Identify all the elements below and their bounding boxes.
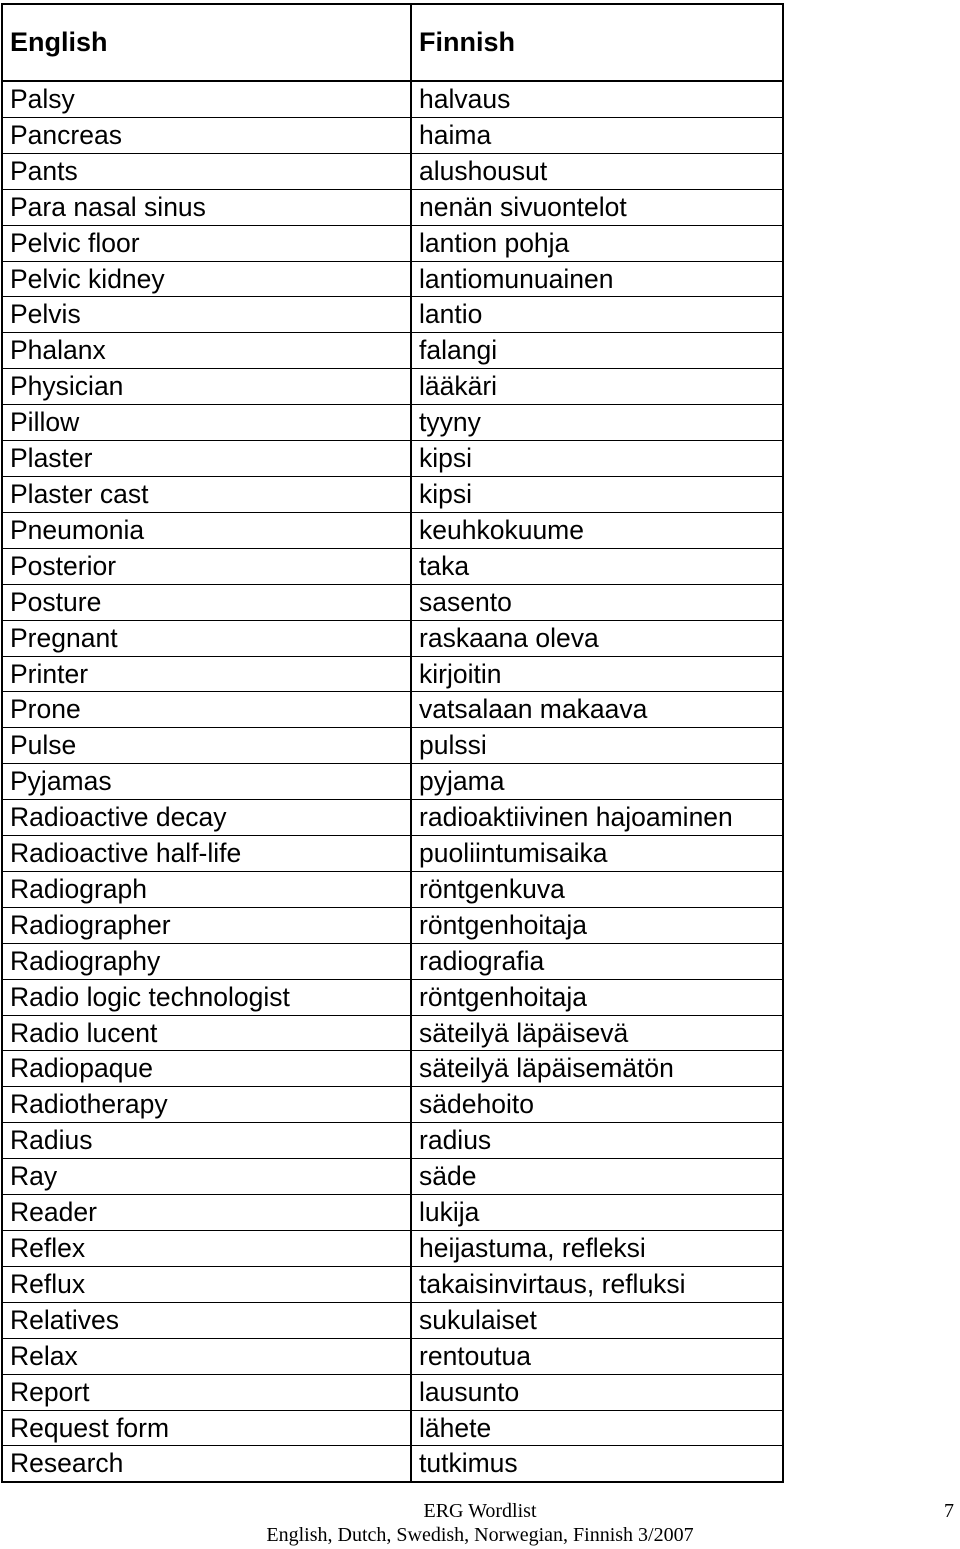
- finnish-term: tutkimus: [411, 1446, 783, 1482]
- finnish-term: lähete: [411, 1410, 783, 1446]
- table-row: [2, 1302, 783, 1338]
- table-row: [2, 836, 783, 872]
- table-row: [2, 907, 783, 943]
- table-row: [2, 728, 783, 764]
- english-term: Radiography: [2, 943, 411, 979]
- footer-title: ERG Wordlist: [423, 1500, 537, 1522]
- table-row: [2, 764, 783, 800]
- finnish-term: vatsalaan makaava: [411, 692, 783, 728]
- finnish-term: halvaus: [411, 81, 783, 117]
- finnish-term: kipsi: [411, 441, 783, 477]
- table-row: [2, 261, 783, 297]
- finnish-term: alushousut: [411, 153, 783, 189]
- table-row: [2, 692, 783, 728]
- table-row: [2, 189, 783, 225]
- table-row: [2, 548, 783, 584]
- english-term: Pyjamas: [2, 764, 411, 800]
- english-term: Reader: [2, 1195, 411, 1231]
- finnish-term: radius: [411, 1123, 783, 1159]
- table-row: [2, 441, 783, 477]
- english-term: Radiographer: [2, 907, 411, 943]
- english-term: Pulse: [2, 728, 411, 764]
- finnish-term: puoliintumisaika: [411, 836, 783, 872]
- table-row: [2, 476, 783, 512]
- english-term: Radius: [2, 1123, 411, 1159]
- english-term: Printer: [2, 656, 411, 692]
- table-row: [2, 1374, 783, 1410]
- finnish-term: keuhkokuume: [411, 512, 783, 548]
- english-term: Radiotherapy: [2, 1087, 411, 1123]
- finnish-term: säde: [411, 1159, 783, 1195]
- table-row: [2, 225, 783, 261]
- table-row: [2, 369, 783, 405]
- english-term: Para nasal sinus: [2, 189, 411, 225]
- english-term: Ray: [2, 1159, 411, 1195]
- finnish-term: lantiomunuainen: [411, 261, 783, 297]
- finnish-term: radiografia: [411, 943, 783, 979]
- english-term: Pancreas: [2, 117, 411, 153]
- finnish-term: säteilyä läpäisevä: [411, 1015, 783, 1051]
- english-term: Pants: [2, 153, 411, 189]
- finnish-term: falangi: [411, 333, 783, 369]
- finnish-term: lausunto: [411, 1374, 783, 1410]
- finnish-term: kipsi: [411, 476, 783, 512]
- table-row: [2, 153, 783, 189]
- finnish-term: rentoutua: [411, 1338, 783, 1374]
- finnish-term: röntgenhoitaja: [411, 907, 783, 943]
- table-row: [2, 979, 783, 1015]
- column-header-finnish: Finnish: [411, 4, 783, 81]
- finnish-term: haima: [411, 117, 783, 153]
- finnish-term: raskaana oleva: [411, 620, 783, 656]
- english-term: Physician: [2, 369, 411, 405]
- table-row: [2, 512, 783, 548]
- english-term: Pneumonia: [2, 512, 411, 548]
- finnish-term: tyyny: [411, 405, 783, 441]
- english-term: Reflux: [2, 1266, 411, 1302]
- table-row: [2, 1410, 783, 1446]
- table-row: [2, 1195, 783, 1231]
- finnish-term: lantion pohja: [411, 225, 783, 261]
- finnish-term: lukija: [411, 1195, 783, 1231]
- table-row: [2, 800, 783, 836]
- english-term: Radio lucent: [2, 1015, 411, 1051]
- finnish-term: sädehoito: [411, 1087, 783, 1123]
- table-row: [2, 1159, 783, 1195]
- table-row: [2, 117, 783, 153]
- finnish-term: pyjama: [411, 764, 783, 800]
- finnish-term: lääkäri: [411, 369, 783, 405]
- english-term: Pillow: [2, 405, 411, 441]
- finnish-term: lantio: [411, 297, 783, 333]
- finnish-term: röntgenhoitaja: [411, 979, 783, 1015]
- english-term: Radiograph: [2, 871, 411, 907]
- finnish-term: sukulaiset: [411, 1302, 783, 1338]
- finnish-term: radioaktiivinen hajoaminen: [411, 800, 783, 836]
- english-term: Plaster cast: [2, 476, 411, 512]
- english-term: Pelvis: [2, 297, 411, 333]
- english-term: Phalanx: [2, 333, 411, 369]
- finnish-term: kirjoitin: [411, 656, 783, 692]
- english-term: Posture: [2, 584, 411, 620]
- table-row: [2, 1266, 783, 1302]
- english-term: Report: [2, 1374, 411, 1410]
- english-term: Relax: [2, 1338, 411, 1374]
- table-row: [2, 584, 783, 620]
- finnish-term: takaisinvirtaus, refluksi: [411, 1266, 783, 1302]
- english-term: Request form: [2, 1410, 411, 1446]
- english-term: Pregnant: [2, 620, 411, 656]
- table-row: [2, 405, 783, 441]
- table-row: [2, 1123, 783, 1159]
- table-row: [2, 1051, 783, 1087]
- english-term: Palsy: [2, 81, 411, 117]
- table-row: [2, 1446, 783, 1482]
- table-row: [2, 81, 783, 117]
- english-term: Radioactive half-life: [2, 836, 411, 872]
- english-term: Pelvic floor: [2, 225, 411, 261]
- table-row: [2, 1338, 783, 1374]
- table-row: [2, 1087, 783, 1123]
- table-row: [2, 1015, 783, 1051]
- finnish-term: taka: [411, 548, 783, 584]
- table-row: [2, 656, 783, 692]
- page-number: 7: [944, 1500, 954, 1522]
- finnish-term: säteilyä läpäisemätön: [411, 1051, 783, 1087]
- table-row: [2, 943, 783, 979]
- english-term: Pelvic kidney: [2, 261, 411, 297]
- english-term: Radiopaque: [2, 1051, 411, 1087]
- footer-subtitle: English, Dutch, Swedish, Norwegian, Finnish 3/2007: [266, 1524, 694, 1546]
- table-row: [2, 297, 783, 333]
- table-row: [2, 620, 783, 656]
- wordlist-table: [1, 3, 784, 1483]
- wordlist-body: [2, 4, 783, 1482]
- table-row: [2, 333, 783, 369]
- english-term: Reflex: [2, 1231, 411, 1267]
- finnish-term: nenän sivuontelot: [411, 189, 783, 225]
- english-term: Relatives: [2, 1302, 411, 1338]
- column-header-english: English: [2, 4, 411, 81]
- finnish-term: sasento: [411, 584, 783, 620]
- english-term: Prone: [2, 692, 411, 728]
- english-term: Plaster: [2, 441, 411, 477]
- finnish-term: pulssi: [411, 728, 783, 764]
- english-term: Research: [2, 1446, 411, 1482]
- english-term: Radioactive decay: [2, 800, 411, 836]
- table-header-row: [2, 4, 783, 81]
- table-row: [2, 1231, 783, 1267]
- finnish-term: heijastuma, refleksi: [411, 1231, 783, 1267]
- english-term: Radio logic technologist: [2, 979, 411, 1015]
- english-term: Posterior: [2, 548, 411, 584]
- finnish-term: röntgenkuva: [411, 871, 783, 907]
- table-row: [2, 871, 783, 907]
